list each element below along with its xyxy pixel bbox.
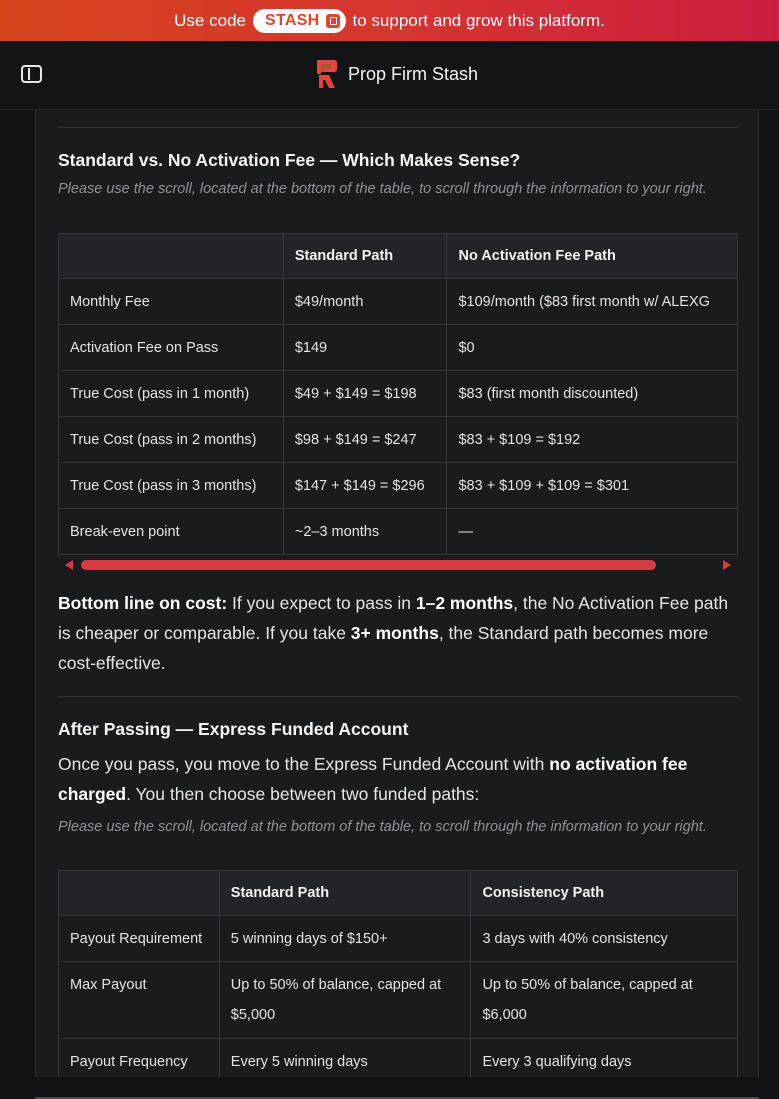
funded-paths-table xyxy=(58,870,738,1077)
table-cell xyxy=(471,962,738,1039)
promo-text-before: Use code xyxy=(174,10,246,30)
funded-paths-table-scroll[interactable] xyxy=(58,870,738,1077)
intro-text: Once you pass, you move to the Express Funded Account with xyxy=(58,754,550,774)
section-heading-express-funded: After Passing — Express Funded Account xyxy=(58,719,409,739)
bottom-line-text: , the No Activation Fee path is cheaper or comparable. If you take xyxy=(58,593,729,643)
table-row xyxy=(59,509,738,555)
scroll-hint-note: Please use the scroll, located at the bottom of the table, to scroll through the information to your right. xyxy=(58,181,707,197)
promo-code: STASH xyxy=(264,11,320,29)
brand[interactable] xyxy=(315,58,478,90)
table-cell: Every 5 winning days xyxy=(219,1039,471,1078)
promo-banner xyxy=(0,0,779,41)
bottom-line-text: If you expect to pass in xyxy=(227,593,416,613)
section-heading-activation: Standard vs. No Activation Fee — Which Makes Sense? xyxy=(58,150,521,170)
table-cell: True Cost (pass in 2 months) xyxy=(59,417,284,463)
table-cell: 3 days with 40% consistency xyxy=(471,916,738,962)
prop-firm-stash-logo-icon xyxy=(315,58,339,90)
brand-name: Prop Firm Stash xyxy=(348,63,479,84)
table-cell: Up to 50% of balance, capped at $5,000 xyxy=(219,962,471,1039)
table-row xyxy=(59,962,738,1039)
table-cell: Max Payout xyxy=(59,962,220,1039)
scroll-left-arrow-icon[interactable] xyxy=(65,560,73,570)
table-cell: $0 xyxy=(447,325,738,371)
table-cell: Payout Frequency xyxy=(59,1039,220,1078)
table-row xyxy=(59,371,738,417)
table-header-row xyxy=(59,234,738,279)
table-header-cell: Consistency Path xyxy=(471,871,738,916)
table-cell: Payout Requirement xyxy=(59,916,220,962)
bottom-line-emphasis: 3+ months xyxy=(350,623,439,643)
copy-icon[interactable] xyxy=(326,14,340,28)
bottom-line-text: , the Standard path becomes more cost-effective. xyxy=(58,623,709,673)
table-cell: ~2–3 months xyxy=(283,509,447,555)
table-row xyxy=(59,1039,738,1078)
table-cell: Monthly Fee xyxy=(59,279,284,325)
table-row xyxy=(59,279,738,325)
table-cell: 5 winning days of $150+ xyxy=(219,916,471,962)
table-cell: $83 (first month discounted) xyxy=(447,371,738,417)
table-cell: Activation Fee on Pass xyxy=(59,325,284,371)
table-cell: $109/month ($83 first month w/ ALEXG xyxy=(447,279,738,325)
table-cell: $83 + $109 + $109 = $301 xyxy=(447,463,738,509)
max-payout-line-1: Up to 50% of balance, capped at $6,000 xyxy=(482,977,693,1023)
cost-comparison-table xyxy=(58,233,738,555)
promo-code-badge[interactable] xyxy=(253,9,346,33)
scroll-hint-note: Please use the scroll, located at the bottom of the table, to scroll through the information to your right. xyxy=(58,819,707,835)
table-header-cell xyxy=(59,234,284,279)
table-header-cell xyxy=(59,871,220,916)
bottom-line-emphasis: 1–2 months xyxy=(415,593,514,613)
table-cell: $49/month xyxy=(283,279,447,325)
bottom-edge xyxy=(0,1077,779,1099)
table-cell: True Cost (pass in 1 month) xyxy=(59,371,284,417)
table-cell: $98 + $149 = $247 xyxy=(283,417,447,463)
table-cell: $49 + $149 = $198 xyxy=(283,371,447,417)
table-header-cell: No Activation Fee Path xyxy=(447,234,738,279)
intro-emphasis: no activation fee charged xyxy=(58,754,688,804)
table-row xyxy=(59,916,738,962)
bottom-line-paragraph xyxy=(58,588,738,678)
promo-text-after: to support and grow this platform. xyxy=(352,10,605,30)
divider xyxy=(58,127,738,128)
table-cell: Every 3 qualifying days xyxy=(471,1039,738,1078)
sidebar-toggle-icon[interactable] xyxy=(21,65,42,83)
table-header-row xyxy=(59,871,738,916)
express-funded-intro xyxy=(58,749,738,809)
table-header-cell: Standard Path xyxy=(219,871,471,916)
table-cell: $149 xyxy=(283,325,447,371)
cost-comparison-table-scroll[interactable] xyxy=(58,233,738,556)
table-row xyxy=(59,463,738,509)
table-cell: $147 + $149 = $296 xyxy=(283,463,447,509)
table-cell: $83 + $109 = $192 xyxy=(447,417,738,463)
divider xyxy=(58,696,738,697)
table-cell: Break-even point xyxy=(59,509,284,555)
table-row xyxy=(59,325,738,371)
table-header-cell: Standard Path xyxy=(283,234,447,279)
table-cell: — xyxy=(447,509,738,555)
scrollbar-thumb[interactable] xyxy=(81,560,656,570)
top-bar xyxy=(0,41,779,110)
table-row xyxy=(59,417,738,463)
bottom-line-lead: Bottom line on cost: xyxy=(58,593,228,613)
table-horizontal-scrollbar[interactable] xyxy=(58,556,738,574)
scroll-right-arrow-icon[interactable] xyxy=(723,560,731,570)
table-cell: True Cost (pass in 3 months) xyxy=(59,463,284,509)
article-panel xyxy=(35,110,759,1077)
intro-text: . You then choose between two funded paths: xyxy=(126,784,480,804)
